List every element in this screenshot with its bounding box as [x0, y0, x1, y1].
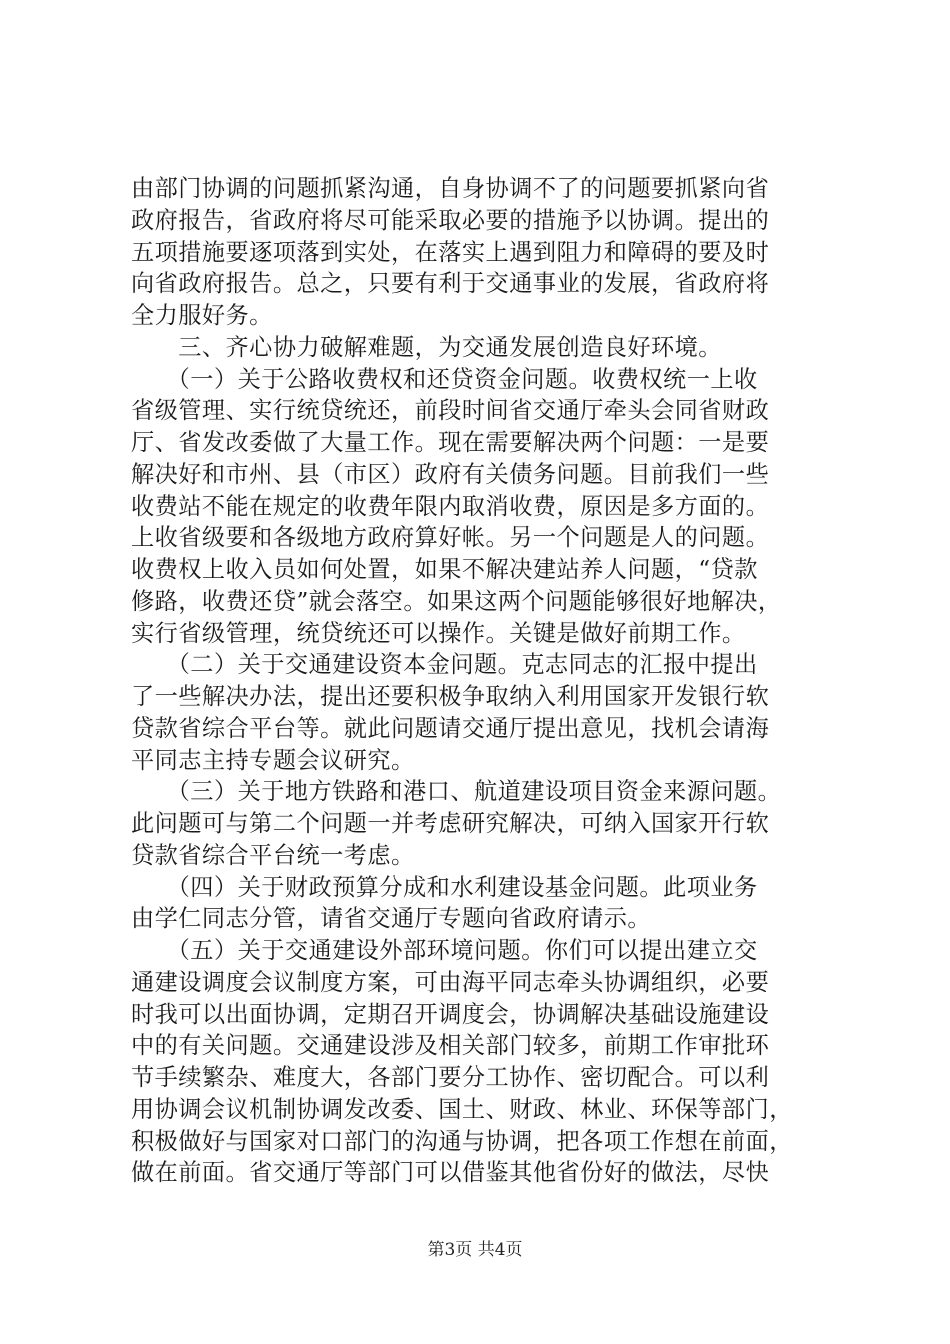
- text-line: （三）关于地方铁路和港口、航道建设项目资金来源问题。: [131, 778, 782, 806]
- text-line: 做在前面。省交通厅等部门可以借鉴其他省份好的做法，尽快: [131, 1159, 770, 1187]
- text-line: 中的有关问题。交通建设涉及相关部门较多，前期工作审批环: [131, 1032, 770, 1060]
- text-line: 节手续繁杂、难度大，各部门要分工协作、密切配合。可以利: [131, 1064, 770, 1091]
- text-line: 贷款省综合平台等。就此问题请交通厅提出意见，找机会请海: [131, 714, 770, 742]
- text-line: 解决好和市州、县（市区）政府有关债务问题。目前我们一些: [131, 460, 770, 488]
- paragraph-item-two: [131, 649, 831, 776]
- text-line: 由学仁同志分管，请省交通厅专题向省政府请示。: [131, 905, 652, 933]
- text-line: 五项措施要逐项落到实处，在落实上遇到阻力和障碍的要及时: [131, 238, 770, 266]
- text-line: 用协调会议机制协调发改委、国土、财政、林业、环保等部门，: [131, 1095, 793, 1123]
- text-line: 修路，收费还贷”就会落空。如果这两个问题能够很好地解决，: [131, 587, 782, 615]
- text-line: 此问题可与第二个问题一并考虑研究解决，可纳入国家开行软: [131, 810, 770, 837]
- paragraph-item-three: [131, 776, 831, 871]
- text-line: （二）关于交通建设资本金问题。克志同志的汇报中提出: [131, 651, 758, 679]
- text-line: 积极做好与国家对口部门的沟通与协调，把各项工作想在前面，: [131, 1127, 793, 1155]
- document-body: [131, 173, 831, 1189]
- text-line: 收费权上收入员如何处置，如果不解决建站养人问题，“贷款: [131, 556, 758, 583]
- text-line: 省级管理、实行统贷统还，前段时间省交通厅牵头会同省财政: [131, 397, 770, 425]
- text-line: 三、齐心协力破解难题，为交通发展创造良好环境。: [131, 333, 722, 361]
- text-line: 平同志主持专题会议研究。: [131, 746, 415, 774]
- text-line: 由部门协调的问题抓紧沟通，自身协调不了的问题要抓紧向省: [131, 175, 770, 202]
- paragraph-continuation: [131, 173, 831, 332]
- paragraph-item-one: [131, 364, 831, 650]
- paragraph-item-five: [131, 935, 831, 1189]
- paragraph-item-four: [131, 872, 831, 936]
- text-line: 贷款省综合平台统一考虑。: [131, 841, 415, 869]
- page-number-footer: 第3页 共4页: [427, 1240, 523, 1260]
- text-line: （五）关于交通建设外部环境问题。你们可以提出建立交: [131, 937, 758, 964]
- text-line: 向省政府报告。总之，只要有利于交通事业的发展，省政府将: [131, 270, 770, 298]
- text-line: 政府报告，省政府将尽可能采取必要的措施予以协调。提出的: [131, 206, 770, 234]
- text-line: 收费站不能在规定的收费年限内取消收费，原因是多方面的。: [131, 492, 770, 520]
- text-line: 了一些解决办法，提出还要积极争取纳入利用国家开发银行软: [131, 683, 770, 710]
- text-line: 全力服好务。: [131, 302, 273, 329]
- text-line: 厅、省发改委做了大量工作。现在需要解决两个问题：一是要: [131, 429, 770, 456]
- text-line: （四）关于财政预算分成和水利建设基金问题。此项业务: [131, 873, 758, 901]
- text-line: 通建设调度会议制度方案，可由海平同志牵头协调组织，必要: [131, 968, 770, 996]
- text-line: （一）关于公路收费权和还贷资金问题。收费权统一上收: [131, 365, 758, 393]
- text-line: 上收省级要和各级地方政府算好帐。另一个问题是人的问题。: [131, 524, 770, 552]
- text-line: 时我可以出面协调，定期召开调度会，协调解决基础设施建设: [131, 1000, 770, 1028]
- text-line: 实行省级管理，统贷统还可以操作。关键是做好前期工作。: [131, 619, 746, 647]
- section-heading-three: [131, 332, 831, 364]
